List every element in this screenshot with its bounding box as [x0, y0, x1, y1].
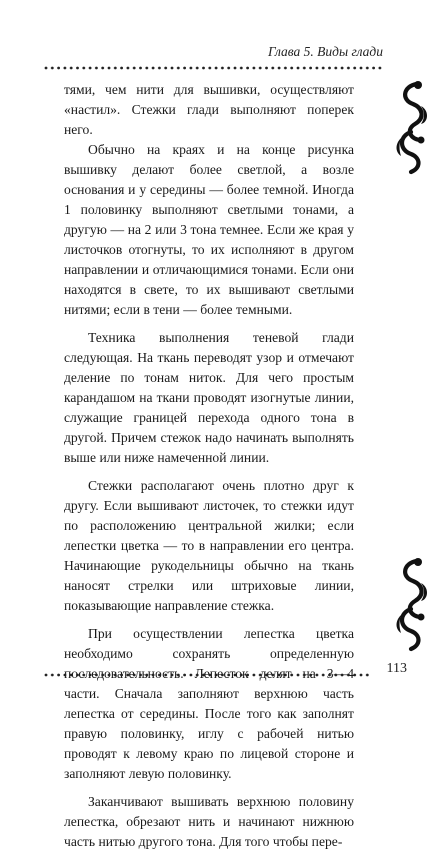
paragraph: Заканчивают вышивать верхнюю половину лепестка, обрезают нить и начинают нижнюю часть нитью другого тона. Для того чтобы пере-	[64, 794, 354, 849]
paragraph: тями, чем нити для вышивки, осуществляют «настил». Стежки глади выполняют поперек него.	[64, 82, 354, 137]
main-text	[64, 80, 354, 852]
footer-dotted-rule	[44, 673, 370, 677]
flourish-ornament-top	[391, 78, 433, 176]
header-dotted-rule	[44, 66, 384, 70]
paragraph: При осуществлении лепестка цветка необходимо сохранять определенную части. Сначала заполняют верхнюю часть лепестка от середины. После того как заполнят правую половинку, иглу с рабочей нитью проводят к левому краю по лицевой стороне и заполняют левую половинку.	[64, 626, 354, 781]
paragraph: Техника выполнения теневой глади следующая. На ткань переводят узор и отмечают деление по тонам ниток. Для чего простым карандашом на ткани проводят изогнутые линии, служащие границей перехода одного тона в другой. Причем стежок надо начинать выполнять выше или ниже намеченной линии.	[64, 330, 354, 465]
flourish-ornament-bottom	[391, 555, 433, 653]
running-header: Глава 5. Виды глади	[268, 44, 383, 59]
paragraph: Стежки располагают очень плотно друг к другу. Если вышивают листочек, то стежки идут по расположению центральной жилки; если лепестки цветка — то в направлении его центра. Начинающие рукодельницы обычно на ткань наносят стрелки или штриховые линии, показывающие направление стежка.	[64, 478, 354, 613]
paragraph: Обычно на краях и на конце рисунка вышивку делают более светлой, а возле основания и у середины — более темной. Иногда 1 половинку выполняют светлыми тонами, а другую — на 2 или 3 тона темнее. Если же края у листочков отогнуты, то их исполняют в другом направлении и отличающимися тонами. Если они находятся в свете, то их вышивают светлыми нитями; если в тени — более темными.	[64, 142, 354, 317]
page-number: 113	[386, 661, 407, 676]
